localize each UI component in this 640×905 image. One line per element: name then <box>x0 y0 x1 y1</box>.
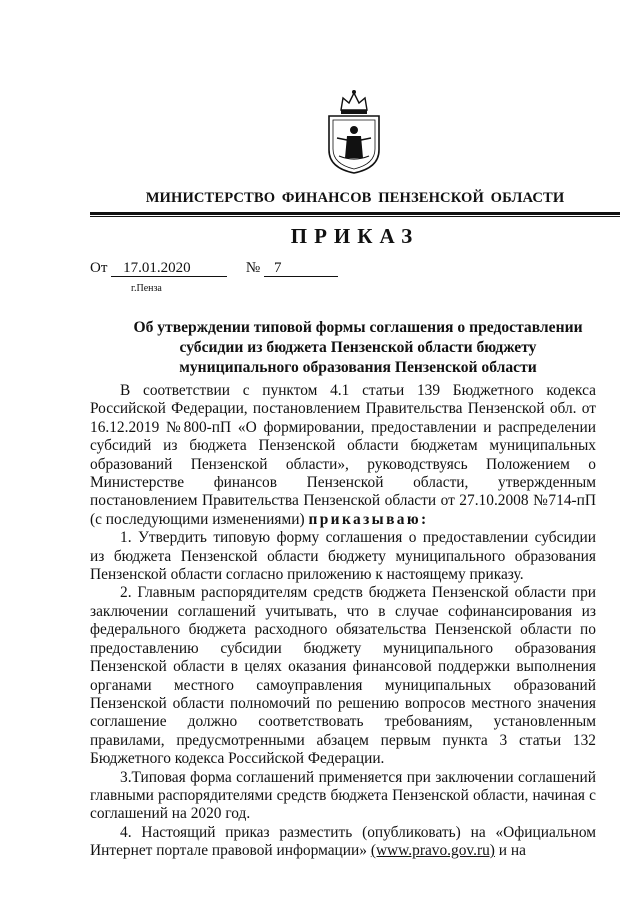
from-label: От <box>90 260 108 276</box>
pravo-link[interactable]: (www.pravo.gov.ru) <box>370 842 495 860</box>
item-3: 3.Типовая форма соглашений применяется при заключении соглашений главными распорядителями средств бюджета Пензенской области, начиная с соглашений на 2020 год. <box>90 768 596 823</box>
decree-word: приказываю: <box>308 510 429 528</box>
item-4-end: и на <box>498 842 526 860</box>
number-label: № <box>245 260 261 276</box>
city-label: г.Пенза <box>131 283 162 294</box>
intro-text: В соответствии с пунктом 4.1 статьи 139 Бюджетного кодекса Российской Федерации, постановлением Правительства Пензенской обл. от 16.12.2019 №800-пП «О формировании, предоставлении и распределении субсидий из бюджета Пензенской области бюджетам муниципальных образований Пензенской области», руководствуясь Положением о Министерстве финансов Пензенской области, утвержденным постановлением Правительства Пензенской области от 27.10.2008 №714-пП (с последующими изменениями) <box>90 382 596 528</box>
order-date: 17.01.2020 <box>111 261 227 277</box>
ministry-name: МИНИСТЕРСТВО ФИНАНСОВ ПЕНЗЕНСКОЙ ОБЛАСТИ <box>90 186 620 215</box>
order-heading: ПРИКАЗ <box>290 224 420 248</box>
order-dateline <box>90 260 338 277</box>
order-number: 7 <box>264 261 338 277</box>
item-4 <box>90 824 596 861</box>
document-title: Об утверждении типовой формы соглашения о предоставлении субсидии из бюджета Пензенской области бюджету муниципального образования Пензенской области <box>133 319 583 376</box>
document-body <box>90 382 596 861</box>
header-divider <box>90 216 620 217</box>
intro-paragraph <box>90 382 596 529</box>
item-1: 1. Утвердить типовую форму соглашения о предоставлении субсидии из бюджета Пензенской области бюджету муниципального образования Пензенской области согласно приложению к настоящему приказу. <box>90 529 596 584</box>
item-2: 2. Главным распорядителям средств бюджета Пензенской области при заключении соглашений учитывать, что в случае софинансирования из федерального бюджета расходного обязательства Пензенской области по предоставлению субсидии бюджету муниципального образования Пензенской области в целях оказания финансовой поддержки выполнения органами местного самоуправления муниципальных образований Пензенской области полномочий по решению вопросов местного значения соглашение должно соответствовать требованиям, установленным правилами, предусмотренными абзацем первым пункта 3 статьи 132 Бюджетного кодекса Российской Федерации. <box>90 584 596 768</box>
item-4-text: 4. Настоящий приказ разместить (опубликовать) на «Официальном Интернет портале правовой информации» <box>90 823 596 860</box>
coat-of-arms-icon <box>323 88 385 174</box>
